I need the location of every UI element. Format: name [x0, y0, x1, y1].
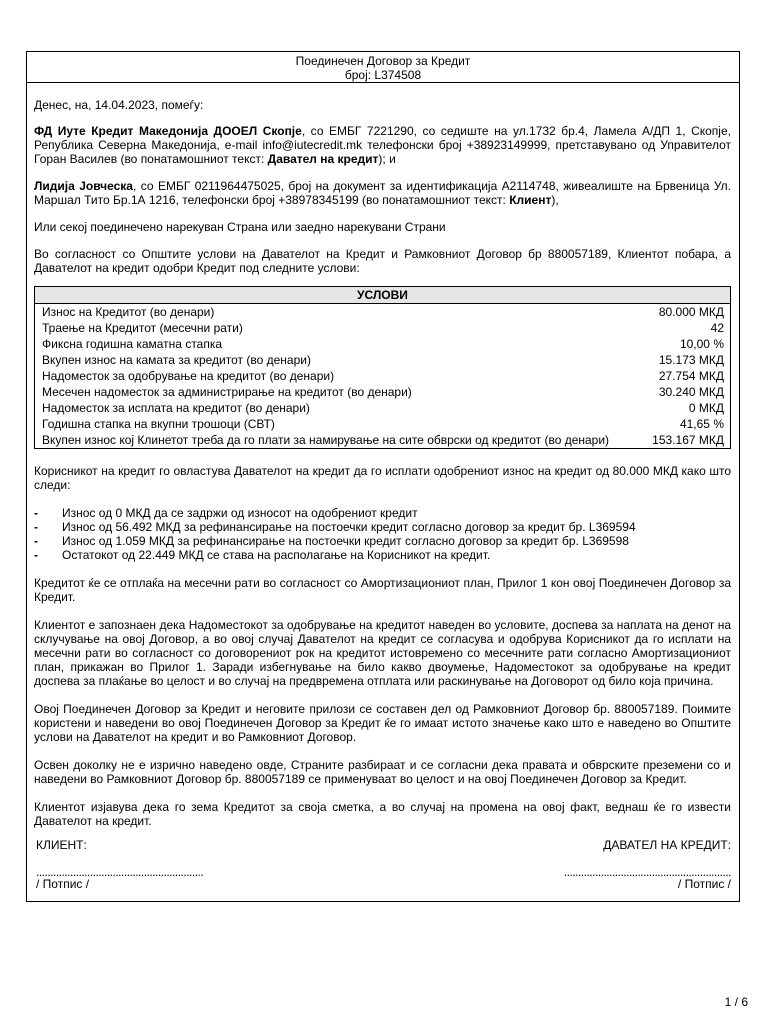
conditions-rows	[35, 304, 731, 449]
client-details: , со ЕМБГ 0211964475025, број на документ за идентификација А2114748, живеалиште на Брвеница Ул. Маршал Тито Бр.1А 1216, телефонски број +38978345199 (во понатамошниот текст:	[34, 179, 731, 207]
lender-name: ФД Иуте Кредит Македонија ДООЕЛ Скопје	[34, 124, 302, 138]
condition-row	[35, 352, 731, 368]
payout-item	[34, 548, 731, 562]
contract-number: број: L374508	[344, 68, 422, 82]
condition-value: 153.167 МКД	[652, 432, 724, 447]
bullet-dash: -	[34, 548, 38, 562]
client-end: ),	[551, 193, 559, 207]
lender-end: ); и	[378, 152, 396, 166]
client-name: Лидија Јовческа	[34, 179, 133, 193]
contract-body	[27, 98, 739, 898]
condition-row	[35, 400, 731, 416]
condition-label: Вкупен износ на камата за кредитот (во денари)	[42, 352, 311, 367]
bullet-dash: -	[34, 520, 38, 534]
condition-row	[35, 432, 731, 449]
condition-label: Надоместок за одобрување на кредитот (во денари)	[42, 368, 335, 383]
condition-label: Вкупен износ кој Клинетот треба да го плати за намирување на сите обврски од кредитот (во денари)	[42, 432, 610, 447]
payout-item	[34, 520, 731, 534]
payout-item	[34, 506, 731, 520]
lender-signature-label: ДАВАТЕЛ НА КРЕДИТ:	[603, 838, 731, 852]
condition-row	[35, 368, 731, 384]
contract-page	[26, 51, 740, 902]
payout-list	[34, 506, 731, 562]
lender-label: Давател на кредит	[267, 152, 379, 166]
condition-label: Фиксна годишна каматна стапка	[42, 336, 223, 351]
payout-item	[34, 534, 731, 548]
payout-text: Износ од 56.492 МКД за рефинансирање на постоечки кредит согласно договор за кредит бр. L369594	[62, 520, 636, 534]
payout-text: Износ од 1.059 МКД за рефинансирање на постоечки кредит согласно договор за кредит бр. L369598	[62, 534, 629, 548]
lender-paragraph	[34, 124, 731, 166]
condition-row	[35, 336, 731, 352]
date-line: Денес, на, 14.04.2023, помеѓу:	[34, 98, 204, 112]
condition-row	[35, 384, 731, 400]
client-sign-caption: / Потпис /	[36, 877, 90, 891]
repayment-paragraph: Кредитот ќе се отплаќа на месечни рати во согласност со Амортизациониот план, Прилог 1 кон овој Поединечен Договор за Кредит.	[34, 576, 731, 604]
condition-value: 27.754 МКД	[658, 368, 724, 383]
apply-paragraph: Освен доколку не е изрично наведено овде, Страните разбираат и се согласни дека правата и обврските преземени со и наведени во Рамковниот Договор бр. 880057189 се применуваат во целост и на овој Поединечен Договор за Кредит.	[34, 758, 731, 786]
condition-value: 42	[710, 320, 724, 335]
condition-label: Траење на Кредитот (месечни рати)	[42, 320, 243, 335]
lender-signature-line: ...........................................................	[563, 865, 731, 879]
client-label: Клиент	[509, 193, 552, 207]
page-number: 1 / 6	[724, 995, 748, 1009]
payout-text: Остатокот од 22.449 МКД се става на располагање на Корисникот на кредит.	[62, 548, 491, 562]
condition-label: Месечен надоместок за администрирање на кредитот (во денари)	[42, 384, 412, 399]
condition-value: 80.000 МКД	[658, 304, 724, 319]
conditions-title: УСЛОВИ	[35, 287, 731, 304]
bullet-dash: -	[34, 506, 38, 520]
client-signature-line: ...........................................................	[36, 865, 204, 879]
condition-row	[35, 320, 731, 336]
condition-value: 0 МКД	[688, 400, 724, 415]
condition-label: Износ на Кредитот (во денари)	[42, 304, 215, 319]
intro-text: Во согласност со Општите услови на Давателот на Кредит и Рамковниот Договор бр 880057189, Клиентот побара, а Давателот на кредит одобри Кредит под следните услови:	[34, 247, 731, 275]
parties-text: Или секој поединечено нарекуван Страна или заедно нарекувани Страни	[34, 220, 446, 234]
client-signature-label: КЛИЕНТ:	[36, 838, 87, 852]
conditions-table	[34, 286, 731, 449]
contract-header	[27, 52, 739, 83]
condition-value: 15.173 МКД	[658, 352, 724, 367]
contract-title: Поединечен Договор за Кредит	[295, 54, 471, 68]
condition-row	[35, 304, 731, 321]
framework-paragraph: Овој Поединечен Договор за Кредит и неговите прилози се составен дел од Рамковниот Договор бр. 880057189. Поимите користени и наведени во овој Поединечен Договор за Кредит ќе го имаат истото значење како што е наведено во Општите услови на Давателот на кредит и во Рамковниот Договор.	[34, 702, 731, 744]
bullet-dash: -	[34, 534, 38, 548]
fee-paragraph: Клиентот е запознаен дека Надоместокот за одобрување на кредитот наведен во условите, доспева за наплата на денот на склучување на овој Договор, а во овој случај Давателот на кредит се согласува и одобрува Корисникот да го исплати на месечни рати во согласност со договорениот рок на кредитот истовремено со месечните рати согласно Амортизациониот план, прикажан во Прилог 1. Заради избегнување на било какво двоумење, Надоместокот за одобрување на кредит доспева за плаќање во целост и во случај на предвремена отплата или раскинување на Договорот од било која причина.	[34, 618, 731, 688]
condition-label: Годишна стапка на вкупни трошоци (СВТ)	[42, 416, 275, 431]
authorization-text: Корисникот на кредит го овластува Давателот на кредит да го исплати одобрениот износ на кредит од 80.000 МКД како што следи:	[34, 464, 731, 492]
condition-label: Надоместок за исплата на кредитот (во денари)	[42, 400, 310, 415]
signature-block	[34, 838, 731, 898]
condition-value: 41,65 %	[679, 416, 724, 431]
payout-text: Износ од 0 МКД да се задржи од износот на одобрениот кредит	[62, 506, 418, 520]
client-paragraph	[34, 179, 731, 207]
condition-value: 30.240 МКД	[658, 384, 724, 399]
lender-details: , со ЕМБГ 7221290, со седиште на ул.1732 бр.4, Ламела А/ДП 1, Скопје, Република Северна Македонија, e-mail info@iutecredit.mk телефонски број +38923149999, претставувано од Управителот Горан Василев (во понатамошниот текст:	[34, 124, 731, 166]
lender-sign-caption: / Потпис /	[677, 877, 731, 891]
condition-value: 10,00 %	[679, 336, 724, 351]
condition-row	[35, 416, 731, 432]
declaration-paragraph: Клиентот изјавува дека го зема Кредитот за своја сметка, а во случај на промена на овој факт, веднаш ќе го извести Давателот на кредит.	[34, 800, 731, 828]
